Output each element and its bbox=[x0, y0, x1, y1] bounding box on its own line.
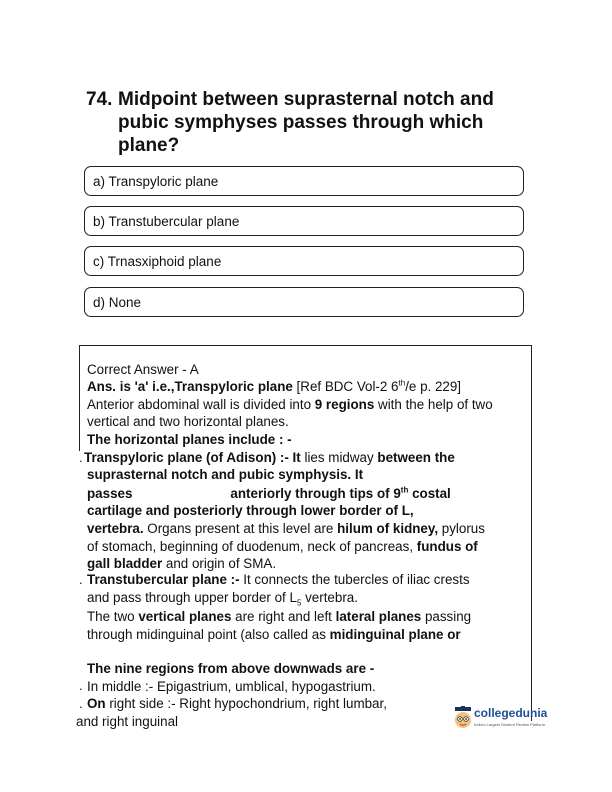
answer-line: In middle :- Epigastrium, umblical, hypogastrium. bbox=[87, 679, 376, 694]
logo-name: collegedunia bbox=[474, 706, 548, 720]
bullet-marker: . bbox=[79, 572, 83, 587]
question bbox=[86, 88, 536, 157]
answer-line: Transtubercular plane :- It connects the tubercles of iliac crests bbox=[87, 572, 470, 587]
answer-line: gall bladder and origin of SMA. bbox=[87, 556, 277, 571]
logo-tagline: India's Largest Student Review Platform bbox=[474, 722, 546, 727]
answer-line: Ans. is 'a' i.e.,Transpyloric plane [Ref BDC Vol-2 6th/e p. 229] bbox=[87, 378, 462, 394]
option-b[interactable]: b) Transtubercular plane bbox=[84, 206, 524, 236]
bullet-marker: . bbox=[79, 450, 83, 465]
answer-line: through midinguinal point (also called as midinguinal plane or bbox=[87, 627, 461, 642]
answer-line: The two vertical planes are right and left lateral planes passing bbox=[87, 609, 472, 624]
option-a[interactable]: a) Transpyloric plane bbox=[84, 166, 524, 196]
answer-line: Transpyloric plane (of Adison) :- It lies midway between the bbox=[84, 450, 455, 465]
mascot-icon bbox=[452, 706, 474, 732]
answer-line: passes anteriorly through tips of 9th costal bbox=[87, 485, 451, 501]
option-d[interactable]: d) None bbox=[84, 287, 524, 317]
answer-line: suprasternal notch and pubic symphysis. It bbox=[87, 467, 364, 482]
answer-line: and right inguinal bbox=[76, 714, 178, 729]
answer-line: vertebra. Organs present at this level are hilum of kidney, pylorus bbox=[87, 521, 485, 536]
answer-line: vertical and two horizontal planes. bbox=[87, 414, 289, 429]
answer-line: and pass through upper border of $L_5$ vertebra. bbox=[87, 590, 358, 608]
answer-line: cartilage and posteriorly through lower border of L, bbox=[87, 503, 414, 518]
answer-line: The nine regions from above downwads are - bbox=[87, 661, 375, 676]
answer-line: The horizontal planes include : - bbox=[87, 432, 292, 447]
question-number: 74. bbox=[86, 89, 113, 110]
bullet-marker: . bbox=[79, 678, 83, 693]
answer-box-left-edge bbox=[79, 346, 80, 451]
answer-line: On right side :- Right hypochondrium, right lumbar, bbox=[87, 696, 387, 711]
question-text: Midpoint between suprasternal notch and pubic symphyses passes through which plane? bbox=[118, 89, 494, 156]
answer-line: of stomach, beginning of duodenum, neck of pancreas, fundus of bbox=[87, 539, 478, 554]
collegedunia-logo bbox=[452, 702, 572, 736]
bullet-marker: . bbox=[79, 696, 83, 711]
option-c[interactable]: c) Trnasxiphoid plane bbox=[84, 246, 524, 276]
correct-answer: Correct Answer - A bbox=[87, 362, 199, 377]
answer-line: Anterior abdominal wall is divided into 9 regions with the help of two bbox=[87, 397, 493, 412]
